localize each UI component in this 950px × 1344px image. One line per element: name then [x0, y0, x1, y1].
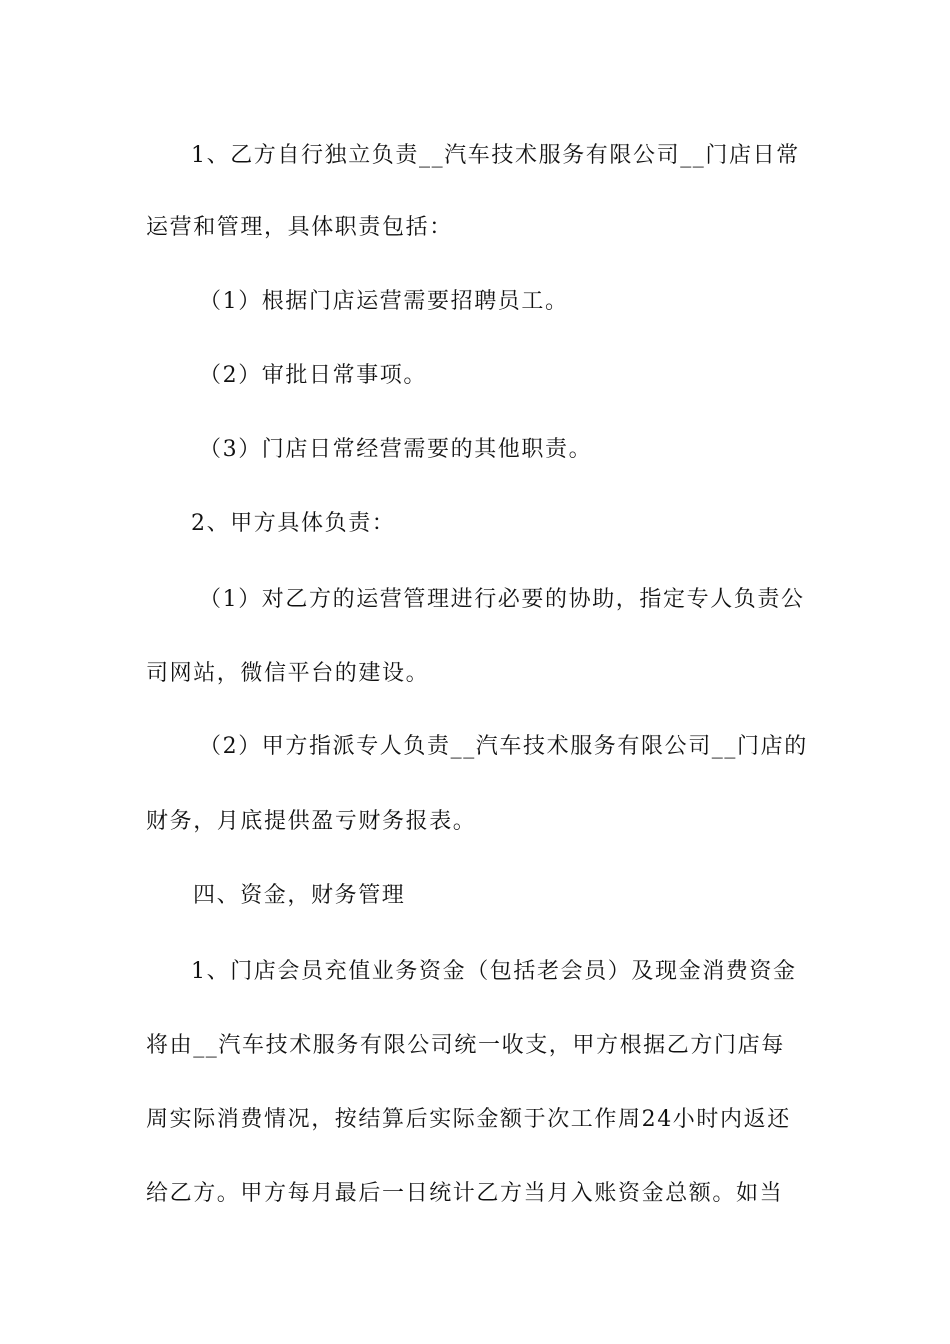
paragraph-line-14: 周实际消费情况，按结算后实际金额于次工作周24小时内返还: [146, 1107, 791, 1132]
paragraph-line-12: 1、门店会员充值业务资金（包括老会员）及现金消费资金: [191, 959, 797, 984]
paragraph-line-8: 司网站，微信平台的建设。: [146, 661, 430, 686]
paragraph-line-6: 2、甲方具体负责：: [191, 511, 396, 536]
paragraph-line-3: （1）根据门店运营需要招聘员工。: [199, 289, 569, 314]
paragraph-line-7: （1）对乙方的运营管理进行必要的协助，指定专人负责公: [199, 587, 805, 612]
paragraph-line-4: （2）审批日常事项。: [199, 363, 427, 388]
paragraph-line-10: 财务，月底提供盈亏财务报表。: [146, 809, 477, 834]
paragraph-line-5: （3）门店日常经营需要的其他职责。: [199, 437, 593, 462]
paragraph-line-2: 运营和管理，具体职责包括：: [146, 215, 453, 240]
paragraph-line-9: （2）甲方指派专人负责__汽车技术服务有限公司__门店的: [199, 734, 808, 759]
paragraph-line-1: 1、乙方自行独立负责__汽车技术服务有限公司__门店日常: [191, 143, 800, 168]
paragraph-line-15: 给乙方。甲方每月最后一日统计乙方当月入账资金总额。如当: [146, 1181, 784, 1206]
paragraph-line-13: 将由__汽车技术服务有限公司统一收支，甲方根据乙方门店每: [146, 1033, 785, 1058]
section-heading: 四、资金，财务管理: [193, 883, 406, 908]
